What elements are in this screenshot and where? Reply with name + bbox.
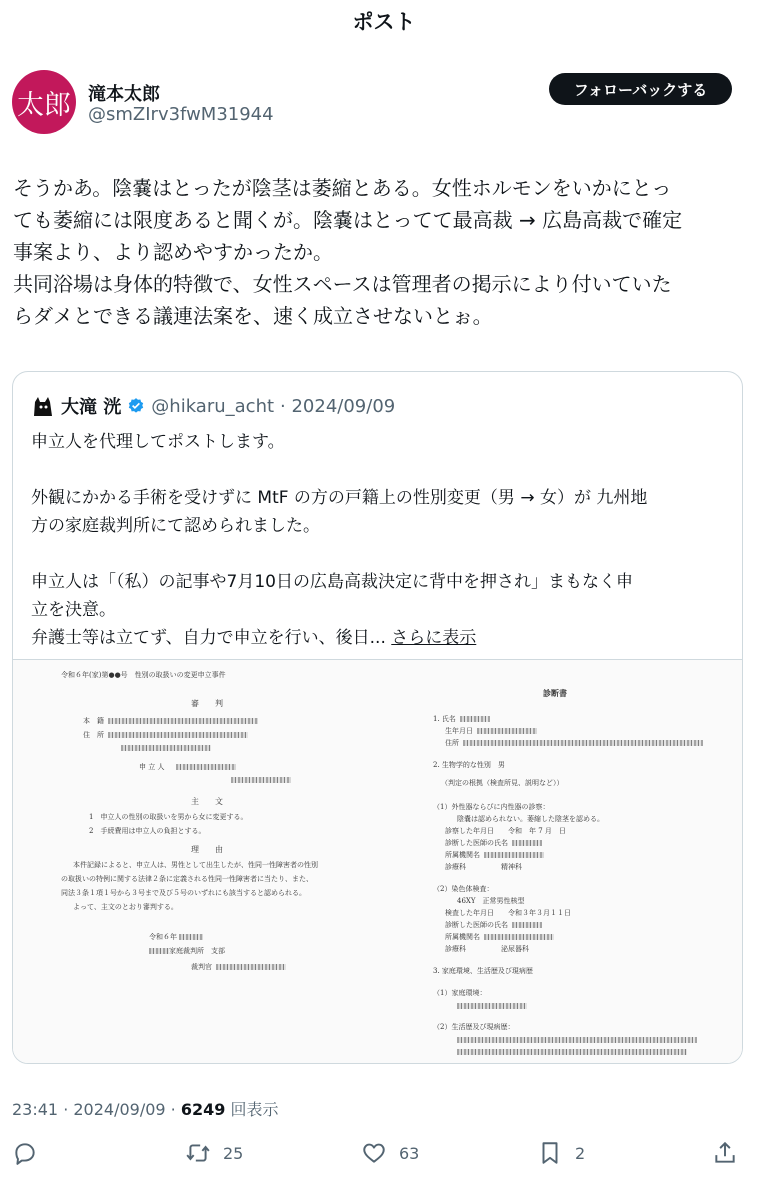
quote-line: 外観にかかる手術を受けずに MtF の方の戸籍上の性別変更（男 → 女）が 九州地 (31, 488, 648, 508)
doc-line: 46XY 正常男性核型 (457, 897, 525, 905)
share-icon (712, 1140, 738, 1166)
reply-icon (12, 1140, 38, 1166)
avatar-text: 太郎 (17, 89, 71, 121)
doc-line: 診察した年月日 令和 年 7 月 日 (445, 827, 566, 835)
doc-line: 申 立 人 (139, 763, 165, 771)
quoted-post[interactable] (12, 371, 743, 1064)
bookmark-icon (537, 1140, 563, 1166)
author-handle[interactable]: @smZIrv3fwM31944 (88, 104, 274, 125)
bookmark-count: 2 (575, 1143, 586, 1163)
author-name[interactable]: 滝本太郎 (88, 84, 160, 105)
avatar[interactable] (12, 70, 76, 134)
court-decision-document (61, 670, 381, 1060)
doc-line: 2. 生物学的な性別 男 (433, 761, 505, 769)
cat-avatar-icon (31, 394, 55, 418)
share-button[interactable] (712, 1140, 738, 1166)
doc-line: よって、主文のとおり審判する。 (73, 903, 178, 911)
post-line: ても萎縮には限度あると聞くが。陰嚢はとってて最高裁 → 広島高裁で確定 (13, 208, 683, 232)
action-bar (0, 1140, 768, 1176)
post-timestamp[interactable]: 23:41 · 2024/09/09 · (12, 1100, 181, 1119)
view-count: 6249 (180, 1100, 226, 1119)
doc-line: 理 由 (191, 845, 223, 854)
medical-certificate-document (433, 670, 733, 1060)
doc-title: 審 判 (191, 699, 223, 708)
repost-button[interactable] (185, 1140, 243, 1166)
repost-icon (185, 1140, 211, 1166)
doc-line: （2）染色体検査： (433, 885, 494, 893)
document-image[interactable] (13, 659, 743, 1064)
quote-author-handle: @hikaru_acht (151, 395, 275, 417)
quote-author-name: 大滝 洸 (61, 397, 122, 418)
like-icon (361, 1140, 387, 1166)
doc-line: 2 手続費用は申立人の負担とする。 (89, 827, 206, 835)
doc-line: （判定の根拠（検査所見、説明など）） (441, 779, 564, 787)
doc-title: 診断書 (543, 688, 567, 698)
doc-line: 診断した医師の氏名 (445, 839, 508, 847)
doc-line: 裁判官 (191, 963, 212, 971)
post-line: らダメとできる議連法案を、速く成立させないとぉ。 (13, 304, 493, 328)
doc-line: 診療科 泌尿器科 (445, 945, 529, 953)
doc-line: （2）生活歴及び現病歴： (433, 1023, 515, 1031)
post-line: 事案より、より認めやすかったか。 (13, 240, 333, 264)
quote-line: 立を決意。 (31, 600, 116, 620)
show-more-link[interactable]: さらに表示 (391, 628, 477, 648)
follow-back-button[interactable]: フォローバックする (549, 73, 732, 105)
post-line: そうかあ。陰嚢はとったが陰茎は萎縮とある。女性ホルモンをいかにとっ (13, 176, 672, 200)
doc-line: 住所 (445, 739, 459, 747)
quote-line: 申立人を代理してポストします。 (31, 432, 285, 452)
doc-line: 令和６年 (149, 933, 177, 941)
doc-line: （1）家庭環境： (433, 989, 487, 997)
doc-line: 本 籍 (83, 717, 104, 725)
repost-count: 25 (223, 1143, 244, 1163)
like-count: 63 (399, 1143, 420, 1163)
doc-line: 所属機関名 (445, 933, 480, 941)
doc-line: 診療科 精神科 (445, 863, 522, 871)
page-title: ポスト (352, 10, 416, 34)
doc-line: 住 所 (83, 731, 104, 739)
quote-line-last-text: 弁護士等は立てず、自力で申立を行い、後日... (31, 628, 386, 648)
doc-line: 主 文 (191, 797, 223, 806)
doc-line: 本件記録によると、申立人は、男性として出生したが、性同一性障害者の性別 (73, 861, 318, 869)
like-button[interactable] (361, 1140, 419, 1166)
doc-line: 診断した医師の氏名 (445, 921, 508, 929)
doc-line: 1. 氏名 (433, 715, 456, 723)
post-text (13, 172, 741, 332)
doc-line: 陰嚢は認められない。萎縮した陰茎を認める。 (457, 815, 604, 823)
doc-line: 令和６年(家)第●●号 性別の取扱いの変更申立事件 (61, 671, 226, 679)
quote-date: · 2024/09/09 (280, 395, 396, 417)
doc-line: 3. 家庭環境、生活歴及び現病歴 (433, 967, 533, 975)
doc-line: 家庭裁判所 支部 (169, 947, 225, 955)
views-label: 回表示 (225, 1100, 279, 1119)
quote-header (31, 392, 395, 420)
doc-line: の取扱いの特例に関する法律２条に定義される性同一性障害者に当たり、また、 (61, 875, 313, 883)
quote-text (31, 428, 731, 652)
bookmark-button[interactable] (537, 1140, 585, 1166)
quote-avatar (31, 394, 55, 418)
post-line: 共同浴場は身体的特徴で、女性スペースは管理者の掲示により付いていた (13, 272, 672, 296)
doc-line: 同法３条１項１号から３号まで及び５号のいずれにも該当すると認められる。 (61, 889, 306, 897)
doc-line: 検査した年月日 令和３年３月１１日 (445, 909, 571, 917)
post-meta (12, 1097, 278, 1120)
doc-line: （1）外性器ならびに内性器の診察： (433, 803, 550, 811)
verified-badge-icon (127, 397, 145, 415)
quote-line-last (31, 624, 731, 652)
quote-line: 方の家庭裁判所にて認められました。 (31, 516, 320, 536)
doc-line: 所属機関名 (445, 851, 480, 859)
reply-button[interactable] (12, 1140, 38, 1166)
doc-line: 1 申立人の性別の取扱いを男から女に変更する。 (89, 813, 248, 821)
quote-line: 申立人は「（私）の記事や7月10日の広島高裁決定に背中を押され」まもなく申 (31, 572, 633, 592)
doc-line: 生年月日 (445, 727, 473, 735)
